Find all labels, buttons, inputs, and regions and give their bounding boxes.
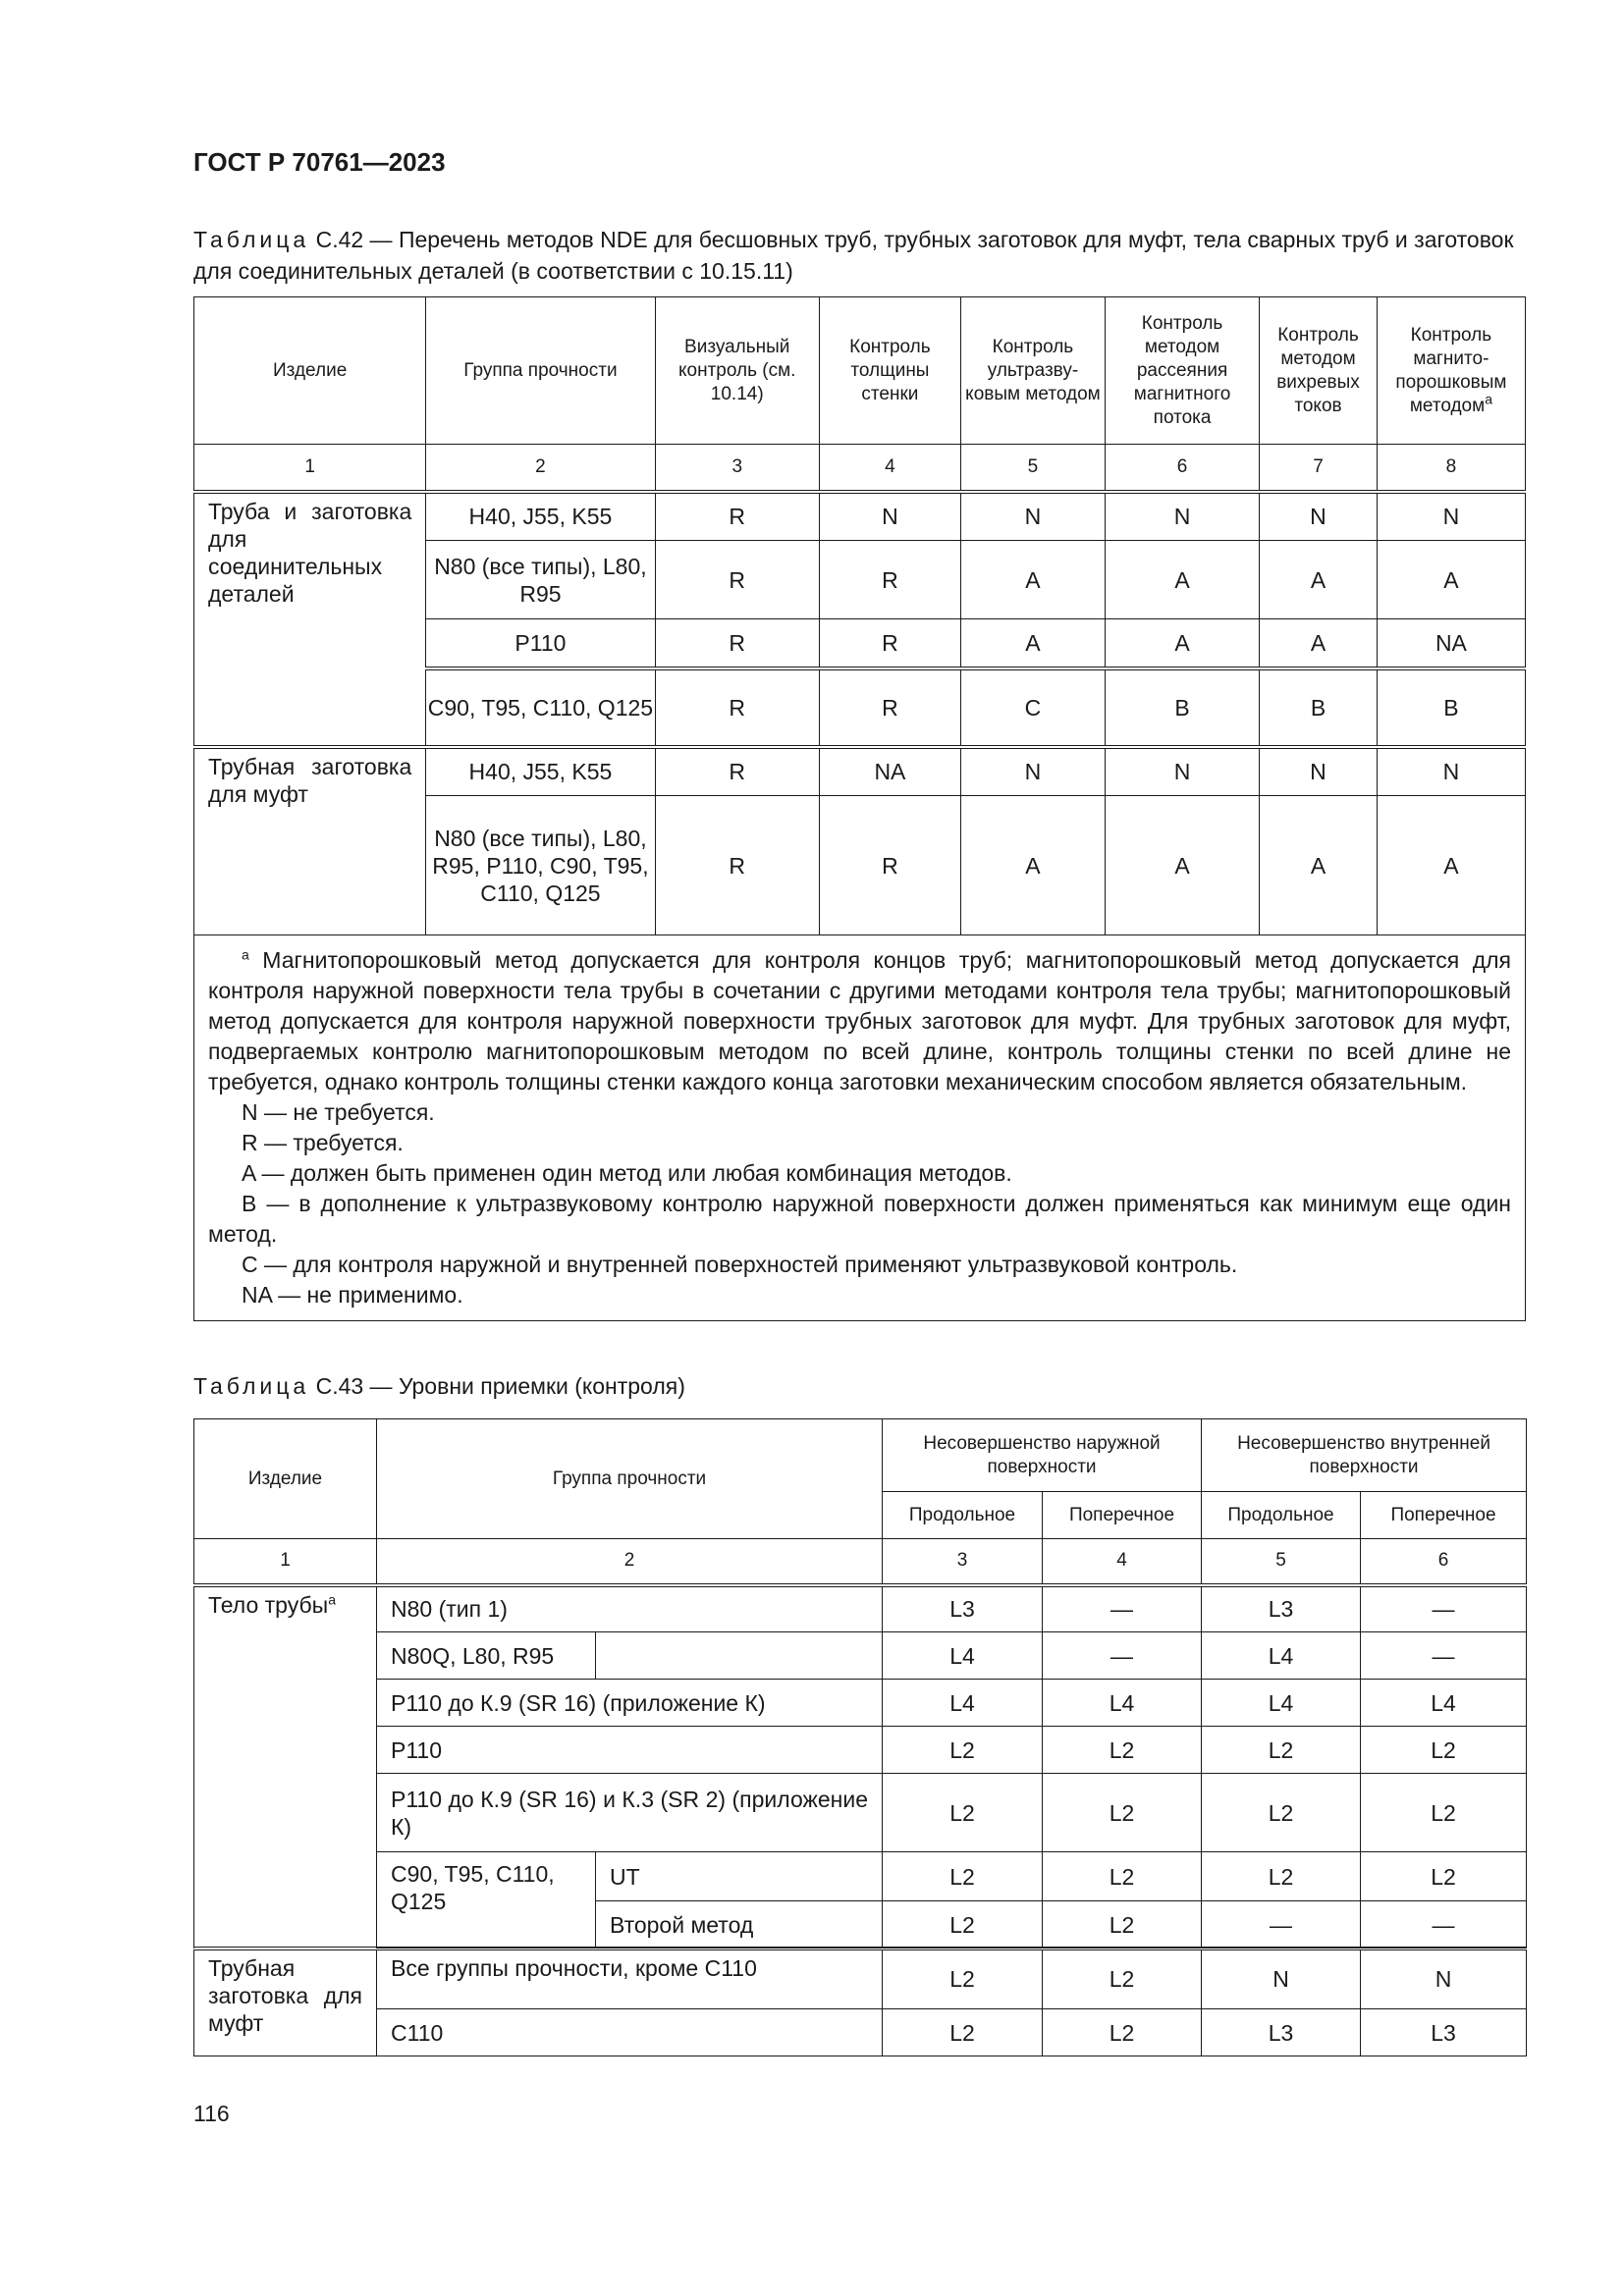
- value-cell: N: [819, 492, 960, 541]
- value-cell: L4: [1361, 1680, 1527, 1727]
- legend-item: N — не требуется.: [242, 1099, 435, 1125]
- value-cell: N: [1377, 747, 1525, 796]
- value-cell: L2: [1202, 1727, 1361, 1774]
- value-cell: N: [1202, 1949, 1361, 2009]
- value-cell: A: [1260, 619, 1378, 668]
- header-cell: Контроль методом рассеяния магнитного потока: [1105, 297, 1259, 445]
- value-cell: NA: [1377, 619, 1525, 668]
- value-cell: A: [1377, 541, 1525, 619]
- value-cell: L2: [1361, 1774, 1527, 1852]
- column-number: 2: [426, 445, 655, 492]
- notes-row: [194, 935, 1526, 1321]
- header-cell: [1377, 297, 1525, 445]
- footnote-mark: а: [1485, 391, 1492, 407]
- value-cell: R: [655, 541, 819, 619]
- caption-text: С.42 — Перечень методов NDE для бесшовных труб, трубных заготовок для муфт, тела сварных труб и заготовок для соединительных деталей (в соответствии с 10.15.11): [193, 227, 1514, 284]
- column-number-row: [194, 445, 1526, 492]
- column-number: 2: [377, 1539, 883, 1585]
- value-cell: —: [1361, 1632, 1527, 1680]
- grade-cell: P110 до К.9 (SR 16) и К.3 (SR 2) (приложение К): [377, 1774, 883, 1852]
- caption-prefix: Таблица: [193, 1373, 310, 1399]
- value-cell: A: [1105, 796, 1259, 935]
- page-number: 116: [193, 2101, 230, 2126]
- value-cell: R: [819, 619, 960, 668]
- product-cell: Труба и заготовка для соединительных деталей: [194, 492, 426, 747]
- table-42-caption: [193, 224, 1529, 287]
- value-cell: L4: [883, 1680, 1043, 1727]
- value-cell: L2: [883, 1727, 1043, 1774]
- footnote-mark: а: [328, 1590, 336, 1607]
- column-number: 3: [655, 445, 819, 492]
- value-cell: L4: [1202, 1680, 1361, 1727]
- product-text: Тело трубы: [208, 1591, 329, 1618]
- value-cell: N: [1377, 492, 1525, 541]
- header-cell: Визуальный контроль (см. 10.14): [655, 297, 819, 445]
- value-cell: R: [655, 668, 819, 747]
- value-cell: L3: [1202, 2009, 1361, 2056]
- value-cell: L4: [1043, 1680, 1202, 1727]
- column-number: 3: [883, 1539, 1043, 1585]
- value-cell: L4: [883, 1632, 1043, 1680]
- value-cell: L2: [1043, 2009, 1202, 2056]
- product-cell: [194, 1585, 377, 1949]
- document-header: ГОСТ Р 70761—2023: [193, 147, 446, 177]
- value-cell: N: [1361, 1949, 1527, 2009]
- product-cell: Трубная заготовка для муфт: [194, 747, 426, 935]
- grade-cell: P110 до К.9 (SR 16) (приложение К): [377, 1680, 883, 1727]
- grade-cell: H40, J55, K55: [426, 747, 655, 796]
- footnote: [208, 945, 1511, 1097]
- grade-cell: C90, T95, C110, Q125: [377, 1852, 596, 1949]
- header-cell: Группа прочности: [426, 297, 655, 445]
- column-number: 5: [1202, 1539, 1361, 1585]
- table-row: [194, 492, 1526, 541]
- value-cell: L2: [883, 1901, 1043, 1949]
- table-row: [194, 1680, 1527, 1727]
- grade-cell: C110: [377, 2009, 883, 2056]
- table-notes: [194, 935, 1526, 1321]
- table-row: [194, 1727, 1527, 1774]
- table-row: [194, 1949, 1527, 2009]
- column-number: 7: [1260, 445, 1378, 492]
- value-cell: R: [819, 796, 960, 935]
- header-cell: Контроль ультразву-ковым методом: [960, 297, 1105, 445]
- caption-text: С.43 — Уровни приемки (контроля): [309, 1373, 685, 1399]
- value-cell: —: [1202, 1901, 1361, 1949]
- value-cell: A: [1105, 541, 1259, 619]
- empty-cell: [596, 1632, 883, 1680]
- value-cell: L2: [883, 2009, 1043, 2056]
- grade-cell: C90, T95, C110, Q125: [426, 668, 655, 747]
- value-cell: B: [1377, 668, 1525, 747]
- header-cell: Группа прочности: [377, 1419, 883, 1539]
- legend-item: B — в дополнение к ультразвуковому контролю наружной поверхности должен применяться как минимум еще один метод.: [208, 1191, 1511, 1247]
- value-cell: N: [960, 492, 1105, 541]
- column-number: 4: [1043, 1539, 1202, 1585]
- caption-prefix: Таблица: [193, 227, 310, 252]
- column-number: 1: [194, 445, 426, 492]
- value-cell: A: [1260, 796, 1378, 935]
- grade-cell: N80 (все типы), L80, R95, P110, C90, T95, C110, Q125: [426, 796, 655, 935]
- value-cell: L2: [1043, 1727, 1202, 1774]
- value-cell: R: [655, 796, 819, 935]
- value-cell: L2: [1043, 1949, 1202, 2009]
- header-cell: Поперечное: [1043, 1492, 1202, 1539]
- legend-item: C — для контроля наружной и внутренней поверхностей применяют ультразвуковой контроль.: [242, 1252, 1238, 1277]
- method-cell: UT: [596, 1852, 883, 1901]
- grade-cell: P110: [377, 1727, 883, 1774]
- column-number: 6: [1105, 445, 1259, 492]
- legend-item: NA — не применимо.: [242, 1282, 463, 1308]
- legend-item: A — должен быть применен один метод или любая комбинация методов.: [242, 1160, 1012, 1186]
- value-cell: N: [960, 747, 1105, 796]
- header-cell: Продольное: [883, 1492, 1043, 1539]
- value-cell: L4: [1202, 1632, 1361, 1680]
- value-cell: L2: [883, 1852, 1043, 1901]
- value-cell: R: [655, 747, 819, 796]
- value-cell: R: [655, 619, 819, 668]
- footnote-text: Магнитопорошковый метод допускается для контроля концов труб; магнитопорошковый метод допускается для контроля наружной поверхности тела трубы в сочетании с другими методами контроля тела трубы; магнитопорошковый метод допускается для контроля наружной поверхности трубных заготовок для муфт. Для трубных заготовок для муфт, подвергаемых контролю магнитопорошковым методом по всей длине, контроль толщины стенки по всей длине не требуется, однако контроль толщины стенки каждого конца заготовки механическим способом является обязательным.: [208, 947, 1511, 1095]
- header-cell: Несовершенство наружной поверхности: [883, 1419, 1202, 1492]
- header-cell: Контроль толщины стенки: [819, 297, 960, 445]
- grade-cell: P110: [426, 619, 655, 668]
- value-cell: R: [819, 668, 960, 747]
- table-row: [194, 747, 1526, 796]
- value-cell: —: [1043, 1632, 1202, 1680]
- method-cell: Второй метод: [596, 1901, 883, 1949]
- header-cell: Несовершенство внутренней поверхности: [1202, 1419, 1527, 1492]
- product-cell: Трубная заготовка для муфт: [194, 1949, 377, 2056]
- value-cell: C: [960, 668, 1105, 747]
- grade-cell: N80 (тип 1): [377, 1585, 883, 1632]
- table-43: [193, 1418, 1527, 2056]
- column-number: 6: [1361, 1539, 1527, 1585]
- value-cell: —: [1361, 1585, 1527, 1632]
- value-cell: A: [960, 541, 1105, 619]
- table-42: [193, 296, 1526, 1321]
- column-number: 1: [194, 1539, 377, 1585]
- value-cell: L2: [1043, 1852, 1202, 1901]
- value-cell: N: [1260, 747, 1378, 796]
- value-cell: L2: [883, 1949, 1043, 2009]
- value-cell: L2: [1043, 1901, 1202, 1949]
- value-cell: L2: [1361, 1852, 1527, 1901]
- table-row: [194, 1632, 1527, 1680]
- value-cell: L2: [883, 1774, 1043, 1852]
- header-cell: Поперечное: [1361, 1492, 1527, 1539]
- value-cell: B: [1260, 668, 1378, 747]
- value-cell: L2: [1361, 1727, 1527, 1774]
- grade-cell: Все группы прочности, кроме C110: [377, 1949, 883, 2009]
- header-row: [194, 297, 1526, 445]
- value-cell: B: [1105, 668, 1259, 747]
- column-number: 5: [960, 445, 1105, 492]
- value-cell: A: [1377, 796, 1525, 935]
- grade-cell: N80 (все типы), L80, R95: [426, 541, 655, 619]
- value-cell: L3: [1202, 1585, 1361, 1632]
- value-cell: L2: [1202, 1774, 1361, 1852]
- value-cell: L3: [1361, 2009, 1527, 2056]
- table-row: [194, 2009, 1527, 2056]
- header-cell-text: Контроль магнито-порошковым методом: [1395, 324, 1507, 416]
- value-cell: A: [1260, 541, 1378, 619]
- grade-cell: H40, J55, K55: [426, 492, 655, 541]
- value-cell: A: [960, 619, 1105, 668]
- value-cell: L2: [1043, 1774, 1202, 1852]
- value-cell: A: [960, 796, 1105, 935]
- value-cell: —: [1043, 1585, 1202, 1632]
- value-cell: N: [1260, 492, 1378, 541]
- value-cell: —: [1361, 1901, 1527, 1949]
- header-cell: Продольное: [1202, 1492, 1361, 1539]
- header-cell: Изделие: [194, 1419, 377, 1539]
- grade-cell: N80Q, L80, R95: [377, 1632, 596, 1680]
- footnote-mark: а: [242, 946, 249, 963]
- header-row: [194, 1419, 1527, 1492]
- value-cell: N: [1105, 492, 1259, 541]
- column-number: 4: [819, 445, 960, 492]
- column-number-row: [194, 1539, 1527, 1585]
- value-cell: NA: [819, 747, 960, 796]
- column-number: 8: [1377, 445, 1525, 492]
- table-43-caption: [193, 1370, 1529, 1402]
- legend-item: R — требуется.: [242, 1130, 404, 1155]
- table-row: [194, 1585, 1527, 1632]
- header-cell: Изделие: [194, 297, 426, 445]
- value-cell: R: [655, 492, 819, 541]
- header-cell: Контроль методом вихревых токов: [1260, 297, 1378, 445]
- value-cell: A: [1105, 619, 1259, 668]
- value-cell: N: [1105, 747, 1259, 796]
- value-cell: L2: [1202, 1852, 1361, 1901]
- value-cell: L3: [883, 1585, 1043, 1632]
- table-row: [194, 1852, 1527, 1901]
- table-row: [194, 1774, 1527, 1852]
- value-cell: R: [819, 541, 960, 619]
